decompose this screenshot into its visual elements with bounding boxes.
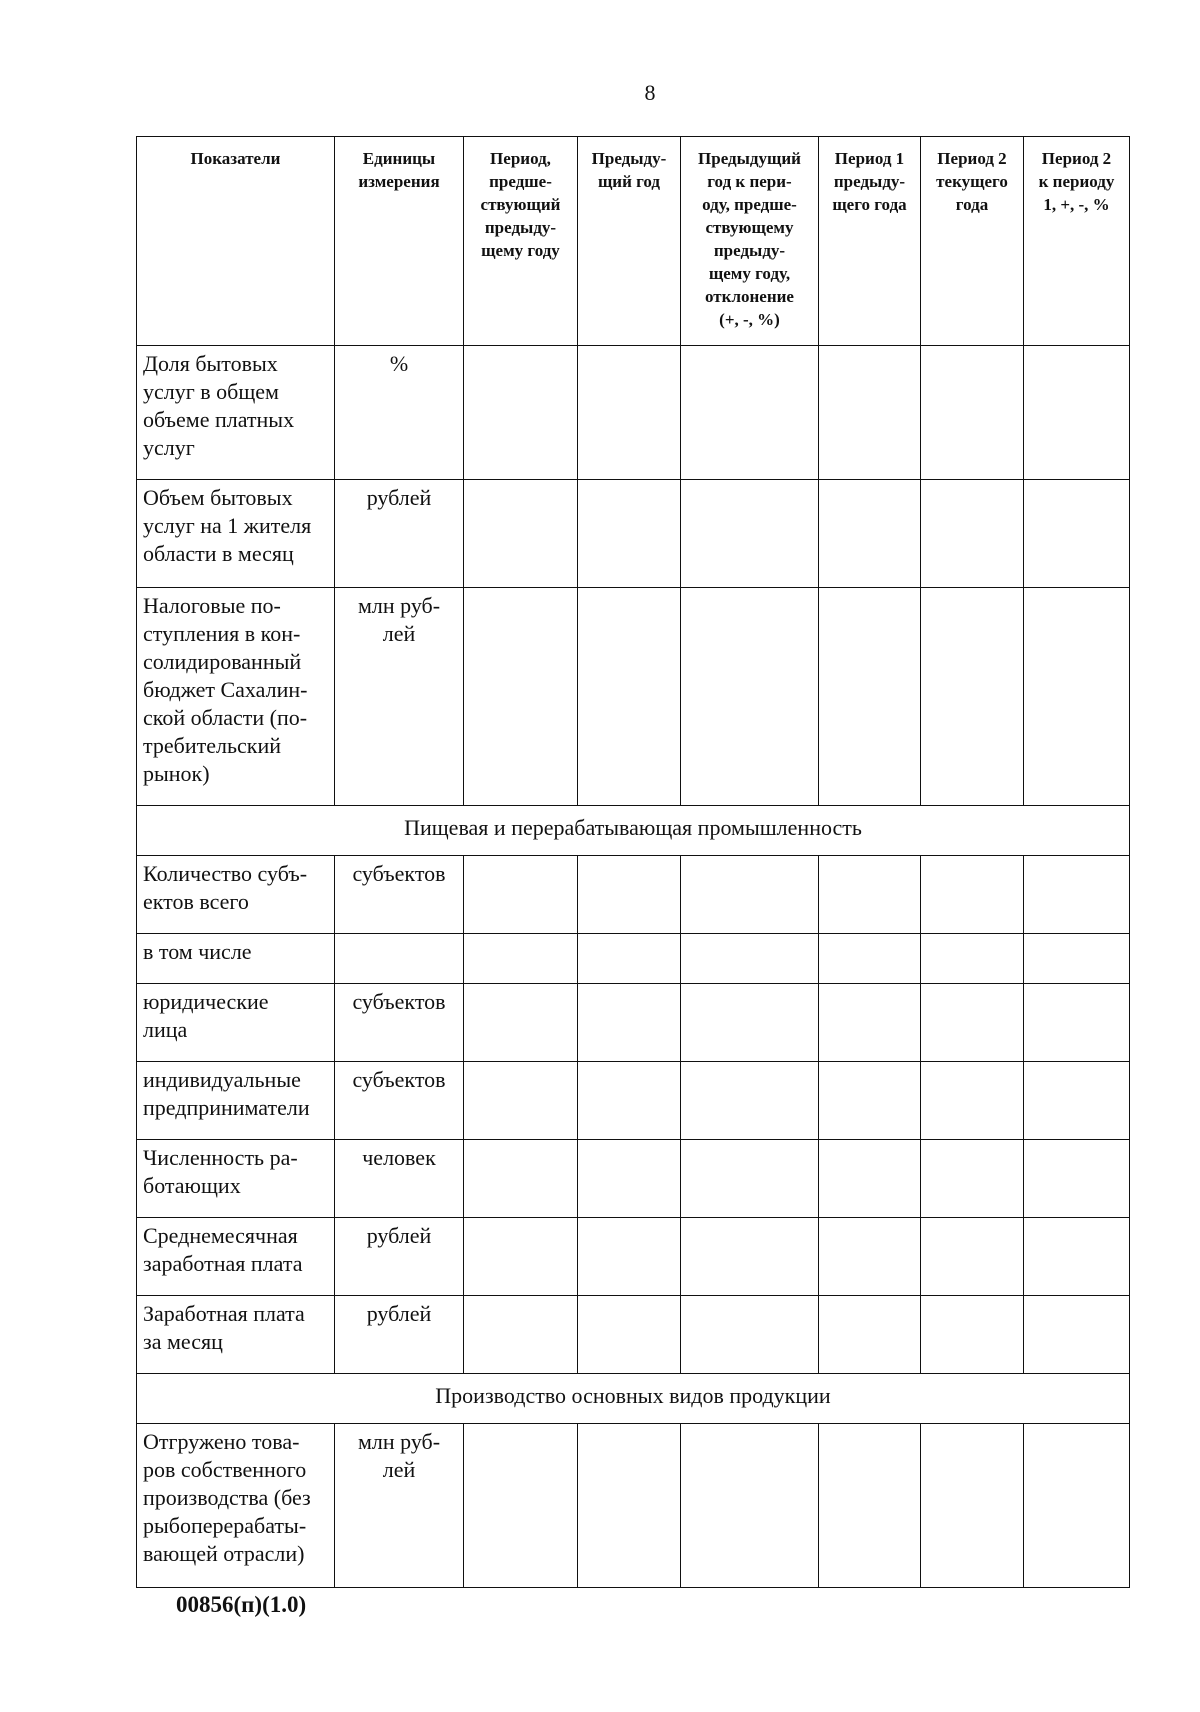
value-cell xyxy=(921,480,1024,588)
indicator-cell: Численность ра- ботающих xyxy=(137,1140,335,1218)
value-cell xyxy=(819,984,921,1062)
value-cell xyxy=(1024,346,1130,480)
value-cell xyxy=(1024,1296,1130,1374)
table-row xyxy=(137,934,1130,984)
value-cell xyxy=(464,1218,578,1296)
unit-cell xyxy=(335,934,464,984)
unit-cell: субъектов xyxy=(335,1062,464,1140)
header-label: Период 2 текущего года xyxy=(936,149,1008,214)
value-cell xyxy=(681,1218,819,1296)
section-title: Производство основных видов продукции xyxy=(137,1374,1130,1424)
value-cell xyxy=(681,856,819,934)
unit-cell: млн руб- лей xyxy=(335,588,464,806)
value-cell xyxy=(819,934,921,984)
value-cell xyxy=(819,346,921,480)
value-cell xyxy=(681,1424,819,1588)
value-cell xyxy=(578,1140,681,1218)
header-row xyxy=(137,137,1130,346)
indicator-cell: Отгружено това- ров собственного производства (без рыбоперерабаты- вающей отрасли) xyxy=(137,1424,335,1588)
header-cell xyxy=(921,137,1024,346)
value-cell xyxy=(1024,1062,1130,1140)
value-cell xyxy=(464,1424,578,1588)
value-cell xyxy=(1024,1424,1130,1588)
header-cell xyxy=(137,137,335,346)
indicator-cell: Доля бытовых услуг в общем объеме платных услуг xyxy=(137,346,335,480)
value-cell xyxy=(578,1424,681,1588)
header-label: Предыдущий год к пери- оду, предше- ствующему предыду- щему году, отклонение (+, -, %) xyxy=(698,149,801,329)
value-cell xyxy=(578,984,681,1062)
value-cell xyxy=(681,480,819,588)
value-cell xyxy=(681,1140,819,1218)
value-cell xyxy=(681,588,819,806)
section-title: Пищевая и перерабатывающая промышленность xyxy=(137,806,1130,856)
value-cell xyxy=(819,480,921,588)
section-row xyxy=(137,1374,1130,1424)
value-cell xyxy=(464,346,578,480)
value-cell xyxy=(578,1218,681,1296)
indicator-cell: юридические лица xyxy=(137,984,335,1062)
unit-cell: рублей xyxy=(335,1296,464,1374)
value-cell xyxy=(1024,934,1130,984)
value-cell xyxy=(921,1424,1024,1588)
value-cell xyxy=(1024,1218,1130,1296)
value-cell xyxy=(578,1062,681,1140)
value-cell xyxy=(819,1296,921,1374)
value-cell xyxy=(819,1140,921,1218)
value-cell xyxy=(464,1140,578,1218)
indicator-cell: индивидуальные предприниматели xyxy=(137,1062,335,1140)
header-label: Период 1 предыду- щего года xyxy=(832,149,907,214)
value-cell xyxy=(819,1062,921,1140)
value-cell xyxy=(921,588,1024,806)
value-cell xyxy=(1024,984,1130,1062)
value-cell xyxy=(464,1296,578,1374)
value-cell xyxy=(464,480,578,588)
value-cell xyxy=(681,1062,819,1140)
table-row xyxy=(137,1218,1130,1296)
indicator-cell: Налоговые по- ступления в кон- солидированный бюджет Сахалин- ской области (по- требительский рынок) xyxy=(137,588,335,806)
unit-cell: рублей xyxy=(335,1218,464,1296)
value-cell xyxy=(464,934,578,984)
indicator-cell: Заработная плата за месяц xyxy=(137,1296,335,1374)
value-cell xyxy=(921,1062,1024,1140)
value-cell xyxy=(1024,480,1130,588)
unit-cell: % xyxy=(335,346,464,480)
unit-cell: млн руб- лей xyxy=(335,1424,464,1588)
section-row xyxy=(137,806,1130,856)
value-cell xyxy=(578,480,681,588)
header-cell xyxy=(335,137,464,346)
value-cell xyxy=(921,1296,1024,1374)
unit-cell: субъектов xyxy=(335,856,464,934)
table-body xyxy=(137,346,1130,1588)
value-cell xyxy=(819,588,921,806)
unit-cell: рублей xyxy=(335,480,464,588)
value-cell xyxy=(921,984,1024,1062)
unit-cell: субъектов xyxy=(335,984,464,1062)
header-cell xyxy=(819,137,921,346)
header-label: Период 2 к периоду 1, +, -, % xyxy=(1038,149,1115,214)
table-row xyxy=(137,588,1130,806)
value-cell xyxy=(1024,856,1130,934)
value-cell xyxy=(578,934,681,984)
value-cell xyxy=(921,1140,1024,1218)
value-cell xyxy=(819,1424,921,1588)
value-cell xyxy=(578,1296,681,1374)
header-label: Период, предше- ствующий предыду- щему году xyxy=(480,149,561,260)
table-row xyxy=(137,1140,1130,1218)
header-label: Единицы измерения xyxy=(358,149,440,191)
value-cell xyxy=(578,588,681,806)
value-cell xyxy=(681,1296,819,1374)
table-row xyxy=(137,480,1130,588)
value-cell xyxy=(464,856,578,934)
header-cell xyxy=(578,137,681,346)
document-code: 00856(п)(1.0) xyxy=(176,1592,307,1617)
table-row xyxy=(137,856,1130,934)
value-cell xyxy=(819,856,921,934)
value-cell xyxy=(1024,588,1130,806)
table-row xyxy=(137,1296,1130,1374)
header-cell xyxy=(681,137,819,346)
header-label: Предыду- щий год xyxy=(591,149,667,191)
unit-cell: человек xyxy=(335,1140,464,1218)
value-cell xyxy=(921,856,1024,934)
page-number: 8 xyxy=(644,80,656,105)
value-cell xyxy=(921,346,1024,480)
indicators-table xyxy=(136,136,1130,1588)
value-cell xyxy=(578,856,681,934)
indicator-cell: Среднемесячная заработная плата xyxy=(137,1218,335,1296)
value-cell xyxy=(1024,1140,1130,1218)
table-row xyxy=(137,346,1130,480)
value-cell xyxy=(464,984,578,1062)
table-row xyxy=(137,1424,1130,1588)
header-label: Показатели xyxy=(190,149,281,168)
indicator-cell: в том числе xyxy=(137,934,335,984)
header-cell xyxy=(464,137,578,346)
value-cell xyxy=(681,984,819,1062)
header-cell xyxy=(1024,137,1130,346)
value-cell xyxy=(819,1218,921,1296)
value-cell xyxy=(681,346,819,480)
value-cell xyxy=(921,934,1024,984)
table-row xyxy=(137,984,1130,1062)
value-cell xyxy=(921,1218,1024,1296)
table-row xyxy=(137,1062,1130,1140)
value-cell xyxy=(681,934,819,984)
indicator-cell: Объем бытовых услуг на 1 жителя области в месяц xyxy=(137,480,335,588)
value-cell xyxy=(464,588,578,806)
indicator-cell: Количество субъ- ектов всего xyxy=(137,856,335,934)
value-cell xyxy=(578,346,681,480)
value-cell xyxy=(464,1062,578,1140)
